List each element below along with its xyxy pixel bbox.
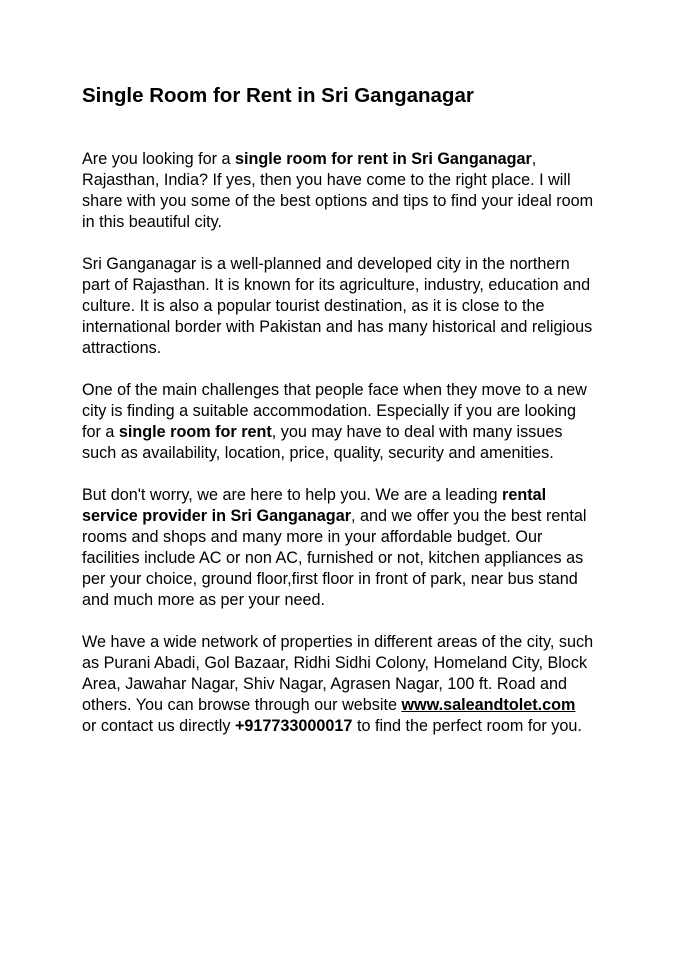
- website-link[interactable]: www.saleandtolet.com: [401, 696, 576, 714]
- challenges-text-2: , you may have to deal with many issues such as availability, location, price, quality, security and amenities.: [82, 423, 563, 462]
- network-text-3: to find the perfect room for you.: [352, 717, 582, 735]
- document-page: [82, 84, 594, 758]
- services-text-2: , and we offer you the best rental rooms and shops and many more in your affordable budget. Our facilities include AC or non AC, furnished or not, kitchen appliances as per your choice, ground floor,first floor in front of park, near bus stand and much more as per your need.: [82, 507, 587, 609]
- paragraph-services: [82, 485, 594, 611]
- paragraph-network: [82, 632, 594, 737]
- services-text-1: But don't worry, we are here to help you. We are a leading: [82, 486, 503, 504]
- challenges-text-1: One of the main challenges that people face when they move to a new city is finding a suitable accommodation. Especially if you are looking for a: [82, 381, 587, 441]
- intro-text-2: , Rajasthan, India? If yes, then you have come to the right place. I will share with you some of the best options and tips to find your ideal room in this beautiful city.: [82, 150, 594, 231]
- phone-number: +917733000017: [234, 717, 353, 735]
- services-bold-text: rental service provider in Sri Ganganagar: [82, 486, 547, 525]
- intro-bold-text: single room for rent in Sri Ganganagar: [234, 150, 532, 168]
- paragraph-intro: [82, 149, 594, 233]
- intro-text-1: Are you looking for a: [82, 150, 235, 168]
- network-text-1: We have a wide network of properties in different areas of the city, such as Purani Abadi, Gol Bazaar, Ridhi Sidhi Colony, Homeland City, Block Area, Jawahar Nagar, Shiv Nagar, Agrasen Nagar, 100 ft. Road and others. You can browse through our website: [82, 633, 594, 714]
- challenges-bold-text: single room for rent: [118, 423, 272, 441]
- paragraph-challenges: [82, 380, 594, 464]
- network-text-2: or contact us directly: [82, 717, 235, 735]
- document-title: Single Room for Rent in Sri Ganganagar: [82, 84, 474, 107]
- paragraph-city-info: [82, 254, 594, 359]
- city-info-text: Sri Ganganagar is a well-planned and developed city in the northern part of Rajasthan. It is known for its agriculture, industry, education and culture. It is also a popular tourist destination, as it is close to the international border with Pakistan and has many historical and religious attractions.: [82, 255, 593, 357]
